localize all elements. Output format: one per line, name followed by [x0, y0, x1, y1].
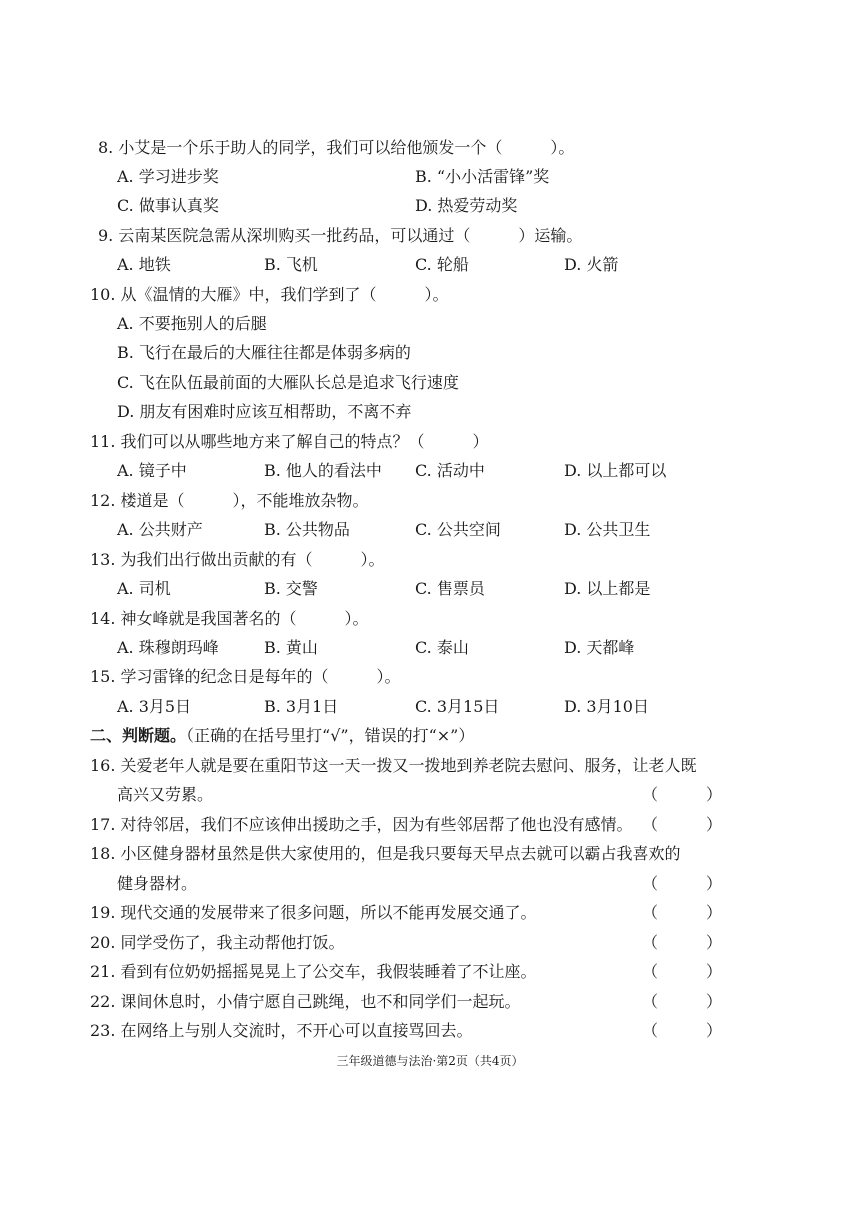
question-23-line1: 23. 在网络上与别人交流时，不开心可以直接骂回去。: [90, 1021, 473, 1040]
question-12-option-c: C. 公共空间: [415, 520, 501, 539]
question-20-line1: 20. 同学受伤了，我主动帮他打饭。: [90, 933, 345, 952]
question-17-line1: 17. 对待邻居，我们不应该伸出援助之手，因为有些邻居帮了他也没有感情。: [90, 815, 633, 834]
question-18-line1: 18. 小区健身器材虽然是供大家使用的，但是我只要每天早点去就可以霸占我喜欢的: [90, 844, 681, 863]
question-15-stem: 15. 学习雷锋的纪念日是每年的（ ）。: [90, 667, 401, 686]
question-12-option-d: D. 公共卫生: [564, 520, 651, 539]
question-14-option-c: C. 泰山: [415, 638, 469, 657]
question-16-line2: 高兴又劳累。: [117, 785, 214, 804]
question-11-stem: 11. 我们可以从哪些地方来了解自己的特点？（ ）: [90, 432, 489, 451]
question-15-option-d: D. 3月10日: [564, 697, 649, 716]
question-9-option-d: D. 火箭: [564, 255, 619, 274]
question-21-answer-paren: （ ）: [642, 962, 723, 981]
question-16-line1: 16. 关爱老年人就是要在重阳节这一天一拨又一拨地到养老院去慰问、服务，让老人既: [90, 756, 697, 775]
question-21-line1: 21. 看到有位奶奶摇摇晃晃上了公交车，我假装睡着了不让座。: [90, 962, 537, 981]
question-14-option-d: D. 天都峰: [564, 638, 635, 657]
question-9-option-b: B. 飞机: [264, 255, 318, 274]
question-11-option-d: D. 以上都可以: [564, 461, 667, 480]
section-2-instruction: （正确的在括号里打“√”，错误的打“×”）: [186, 726, 475, 745]
question-10-option-b: B. 飞行在最后的大雁往往都是体弱多病的: [117, 343, 411, 362]
question-18-answer-paren: （ ）: [642, 874, 723, 893]
question-8-option-c: C. 做事认真奖: [117, 196, 219, 215]
question-8-option-a: A. 学习进步奖: [117, 167, 219, 186]
question-11-option-a: A. 镜子中: [117, 461, 187, 480]
section-2-heading: [90, 726, 474, 746]
question-8-option-b: B. “小小活雷锋”奖: [415, 167, 550, 186]
question-10-option-c: C. 飞在队伍最前面的大雁队长总是追求飞行速度: [117, 373, 459, 392]
page-footer: 三年级道德与法治·第2页（共4页）: [336, 1054, 524, 1068]
question-14-option-a: A. 珠穆朗玛峰: [117, 638, 219, 657]
question-13-option-d: D. 以上都是: [564, 579, 651, 598]
question-14-option-b: B. 黄山: [264, 638, 318, 657]
question-22-answer-paren: （ ）: [642, 992, 723, 1011]
question-13-option-a: A. 司机: [117, 579, 171, 598]
question-12-stem: 12. 楼道是（ ），不能堆放杂物。: [90, 491, 369, 510]
question-15-option-a: A. 3月5日: [117, 697, 192, 716]
question-15-option-c: C. 3月15日: [415, 697, 500, 716]
question-10-stem: 10. 从《温情的大雁》中，我们学到了（ ）。: [90, 285, 449, 304]
question-10-option-a: A. 不要拖别人的后腿: [117, 314, 267, 333]
question-12-option-a: A. 公共财产: [117, 520, 203, 539]
question-22-line1: 22. 课间休息时，小倩宁愿自己跳绳，也不和同学们一起玩。: [90, 992, 521, 1011]
question-9-option-c: C. 轮船: [415, 255, 469, 274]
question-10-option-d: D. 朋友有困难时应该互相帮助，不离不弃: [117, 402, 412, 421]
question-19-line1: 19. 现代交通的发展带来了很多问题，所以不能再发展交通了。: [90, 903, 537, 922]
question-11-option-c: C. 活动中: [415, 461, 485, 480]
question-9-option-a: A. 地铁: [117, 255, 171, 274]
question-18-line2: 健身器材。: [117, 874, 198, 893]
question-19-answer-paren: （ ）: [642, 903, 723, 922]
section-2-title: 二、判断题。: [90, 726, 187, 745]
question-15-option-b: B. 3月1日: [264, 697, 339, 716]
question-11-option-b: B. 他人的看法中: [264, 461, 382, 480]
question-13-option-c: C. 售票员: [415, 579, 485, 598]
question-17-answer-paren: （ ）: [642, 815, 723, 834]
question-9-stem: 9. 云南某医院急需从深圳购买一批药品，可以通过（ ）运输。: [98, 226, 583, 245]
question-13-stem: 13. 为我们出行做出贡献的有（ ）。: [90, 550, 385, 569]
question-13-option-b: B. 交警: [264, 579, 318, 598]
question-8-stem: 8. 小艾是一个乐于助人的同学，我们可以给他颁发一个（ ）。: [98, 138, 575, 157]
question-16-answer-paren: （ ）: [642, 785, 723, 804]
question-23-answer-paren: （ ）: [642, 1021, 723, 1040]
question-12-option-b: B. 公共物品: [264, 520, 350, 539]
question-8-option-d: D. 热爱劳动奖: [415, 196, 518, 215]
question-14-stem: 14. 神女峰就是我国著名的（ ）。: [90, 609, 369, 628]
question-20-answer-paren: （ ）: [642, 933, 723, 952]
